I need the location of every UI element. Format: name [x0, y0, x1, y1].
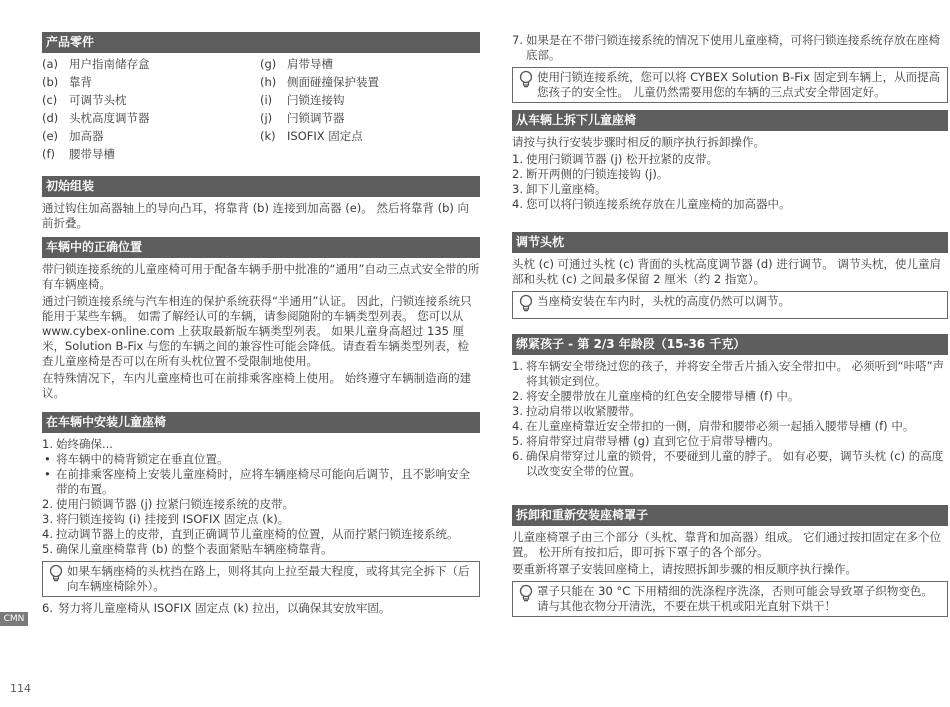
step-number: 1.	[512, 359, 523, 373]
step-item	[512, 197, 948, 212]
section-header-remove: 从车辆上拆下儿童座椅	[512, 110, 948, 131]
page-number: 114	[10, 682, 31, 695]
headrest-section	[512, 232, 948, 323]
step-text: 如果是在不带闩锁连接系统的情况下使用儿童座椅，可将闩锁连接系统存放在座椅底部。	[526, 33, 940, 62]
part-key: (j)	[260, 111, 273, 125]
step-number: 1.	[42, 437, 53, 451]
part-item	[42, 75, 260, 90]
section-header-parts: 产品零件	[42, 32, 480, 53]
step-text: 拉动肩带以收紧腰带。	[526, 404, 641, 418]
part-item	[42, 129, 260, 144]
cover-tip-text: 罩子只能在 30 °C 下用精细的洗涤程序洗涤，否则可能会导致罩子织物变色。 请与其他衣物分开清洗，不要在烘干机或阳光直射下烘干！	[537, 584, 933, 613]
part-key: (i)	[260, 93, 273, 107]
part-label: 闩锁连接钩	[287, 93, 345, 107]
step-text: 使用闩锁调节器 (j) 松开拉紧的皮带。	[526, 152, 718, 166]
remove-intro: 请按与执行安装步骤时相反的顺序执行拆卸操作。	[512, 135, 765, 149]
step-number: 6.	[512, 449, 523, 463]
part-item	[260, 147, 480, 162]
part-label: 靠背	[69, 75, 92, 89]
headrest-tip	[512, 291, 948, 319]
step-item	[512, 404, 948, 419]
install-tip-text: 如果车辆座椅的头枕挡在路上，则将其向上拉至最大程度，或将其完全拆下（后向车辆座椅除外）。	[67, 564, 470, 593]
part-key: (f)	[42, 147, 56, 161]
step-text: 将车辆安全带绕过您的孩子，并将安全带舌片插入安全带扣中。 必须听到“咔嗒”声将其锁定到位。	[526, 359, 945, 388]
position-section	[42, 237, 480, 403]
step-item	[512, 359, 948, 389]
headrest-text: 头枕 (c) 可通过头枕 (c) 背面的头枕高度调节器 (d) 进行调节。 调节头枕，使儿童肩部和头枕 (c) 之间最多保留 2 厘米（约 2 指宽）。	[512, 257, 941, 286]
language-tab: CMN	[0, 612, 28, 626]
part-label: 闩锁调节器	[287, 111, 345, 125]
initial-text: 通过钩住加高器轴上的导向凸耳，将靠背 (b) 连接到加高器 (e)。 然后将靠背 (b) 向前折叠。	[42, 201, 470, 230]
step-text: 断开两侧的闩锁连接钩 (j)。	[526, 167, 669, 181]
bullet-item	[42, 467, 480, 497]
step-text: 努力将儿童座椅从 ISOFIX 固定点 (k) 拉出，以确保其安放牢固。	[58, 601, 391, 615]
part-item	[42, 57, 260, 72]
step-number: 3.	[512, 404, 523, 418]
part-key: (h)	[260, 75, 277, 89]
install-tip	[42, 561, 480, 597]
remove-steps	[512, 152, 948, 212]
part-label: 侧面碰撞保护装置	[287, 75, 379, 89]
lightbulb-icon	[517, 294, 537, 316]
secure-section	[512, 334, 948, 479]
install-section	[42, 412, 480, 616]
cover-paragraph-1: 儿童座椅罩子由三个部分（头枕、靠背和加高器）组成。 它们通过按扣固定在多个位置。 松开所有按扣后，即可拆下罩子的各个部分。	[512, 530, 942, 559]
part-label: ISOFIX 固定点	[287, 129, 363, 143]
bullet-item	[42, 452, 480, 467]
part-key: (c)	[42, 93, 58, 107]
step-number: 7.	[512, 33, 523, 47]
step-text: 将安全腰带放在儿童座椅的红色安全腰带导槽 (f) 中。	[526, 389, 800, 403]
part-item	[260, 93, 480, 108]
step-text: 在儿童座椅靠近安全带扣的一侧，肩带和腰带必须一起插入腰带导槽 (f) 中。	[526, 419, 915, 433]
step-text: 使用闩锁调节器 (j) 拉紧闩锁连接系统的皮带。	[56, 497, 294, 511]
latch-tip-text: 使用闩锁连接系统，您可以将 CYBEX Solution B-Fix 固定到车辆上，从而提高您孩子的安全性。 儿童仍然需要用您的车辆的三点式安全带固定好。	[537, 70, 941, 99]
part-key: (e)	[42, 129, 59, 143]
step-number: 2.	[42, 497, 53, 511]
parts-list	[42, 57, 480, 162]
step-item	[512, 152, 948, 167]
install-steps	[42, 437, 480, 557]
part-label: 用户指南储存盒	[69, 57, 150, 71]
section-header-install: 在车辆中安装儿童座椅	[42, 412, 480, 433]
bullet-mark: •	[44, 467, 51, 481]
part-item	[42, 111, 260, 126]
install-step-7	[512, 33, 948, 63]
step-item	[512, 449, 948, 479]
position-paragraph-2: 通过闩锁连接系统与汽车相连的保护系统获得“半通用”认证。 因此，闩锁连接系统只能用于某些车辆。 如需了解经认可的车辆，请参阅随附的车辆类型列表。 您可以从 www.cybex-online.com 上获取最新版车辆类型列表。 如果儿童身高超过 135 厘米，Solution B-Fix 与您的车辆之间的兼容性可能会降低。请查看车辆类型列表，检查儿童座椅是否可以在所有头枕位置不受限制地使用。	[42, 294, 472, 368]
step-number: 4.	[512, 419, 523, 433]
step-number: 5.	[42, 542, 53, 556]
latch-tip	[512, 67, 948, 103]
step-text: 始终确保...	[56, 437, 113, 451]
cover-tip	[512, 581, 948, 617]
part-key: (a)	[42, 57, 59, 71]
step-number: 4.	[42, 527, 53, 541]
step-item	[512, 182, 948, 197]
install-step-6	[42, 601, 480, 616]
step-item	[42, 542, 480, 557]
step-text: 确保儿童座椅靠背 (b) 的整个表面紧贴车辆座椅靠背。	[56, 542, 333, 556]
initial-section	[42, 176, 480, 233]
part-item	[260, 129, 480, 144]
part-item	[42, 93, 260, 108]
step-number: 4.	[512, 197, 523, 211]
step-item	[512, 167, 948, 182]
step-item	[42, 437, 480, 452]
part-label: 加高器	[69, 129, 104, 143]
step-text: 卸下儿童座椅。	[526, 182, 607, 196]
section-header-position: 车辆中的正确位置	[42, 237, 480, 258]
step-number: 3.	[512, 182, 523, 196]
step-item	[512, 419, 948, 434]
part-item	[260, 75, 480, 90]
position-paragraph-3: 在特殊情况下，车内儿童座椅也可在前排乘客座椅上使用。 始终遵守车辆制造商的建议。	[42, 371, 472, 400]
step-text: 将肩带穿过肩带导槽 (g) 直到它位于肩带导槽内。	[526, 434, 780, 448]
parts-section	[42, 32, 480, 162]
position-paragraph-1: 带闩锁连接系统的儿童座椅可用于配备车辆手册中批准的“通用”自动三点式安全带的所有车辆座椅。	[42, 262, 480, 291]
step-text: 将闩锁连接钩 (i) 挂接到 ISOFIX 固定点 (k)。	[56, 512, 290, 526]
part-label: 肩带导槽	[287, 57, 333, 71]
step-text: 您可以将闩锁连接系统存放在儿童座椅的加高器中。	[526, 197, 791, 211]
step-item	[42, 527, 480, 542]
part-key: (k)	[260, 129, 276, 143]
lightbulb-icon	[517, 584, 537, 614]
step-text: 在前排乘客座椅上安装儿童座椅时，应将车辆座椅尽可能向后调节，且不影响安全带的布置。	[56, 467, 470, 496]
section-header-initial: 初始组装	[42, 176, 480, 197]
step-item	[512, 434, 948, 449]
part-key: (d)	[42, 111, 59, 125]
part-label: 头枕高度调节器	[69, 111, 150, 125]
section-header-headrest: 调节头枕	[512, 232, 948, 253]
section-header-cover: 拆卸和重新安装座椅罩子	[512, 505, 948, 526]
step-text: 拉动调节器上的皮带，直到正确调节儿童座椅的位置，从而拧紧闩锁连接系统。	[56, 527, 459, 541]
step-item	[42, 512, 480, 527]
part-label: 可调节头枕	[69, 93, 127, 107]
cover-section	[512, 505, 948, 621]
part-key	[260, 147, 287, 162]
step-number: 2.	[512, 389, 523, 403]
part-item	[260, 57, 480, 72]
step-number: 2.	[512, 167, 523, 181]
step-text: 确保肩带穿过儿童的锁骨，不要碰到儿童的脖子。 如有必要，调节头枕 (c) 的高度以改变安全带的位置。	[526, 449, 944, 478]
step-number: 1.	[512, 152, 523, 166]
step-item	[512, 389, 948, 404]
secure-steps	[512, 359, 948, 479]
part-item	[260, 111, 480, 126]
step-item	[42, 497, 480, 512]
step-number: 6.	[42, 601, 53, 615]
continued-steps	[512, 33, 948, 107]
lightbulb-icon	[517, 70, 537, 100]
part-label: 腰带导槽	[69, 147, 115, 161]
cover-paragraph-2: 要重新将罩子安装回座椅上，请按照拆卸步骤的相反顺序执行操作。	[512, 562, 857, 576]
headrest-tip-text: 当座椅安装在车内时，头枕的高度仍然可以调节。	[537, 294, 790, 308]
step-number: 5.	[512, 434, 523, 448]
step-text: 将车辆中的椅背锁定在垂直位置。	[56, 452, 229, 466]
bullet-mark: •	[44, 452, 51, 466]
step-number: 3.	[42, 512, 53, 526]
part-key: (g)	[260, 57, 277, 71]
part-item	[42, 147, 260, 162]
section-header-secure: 绑紧孩子 - 第 2/3 年龄段（15-36 千克）	[512, 334, 948, 355]
remove-section	[512, 110, 948, 212]
part-key: (b)	[42, 75, 59, 89]
lightbulb-icon	[47, 564, 67, 594]
